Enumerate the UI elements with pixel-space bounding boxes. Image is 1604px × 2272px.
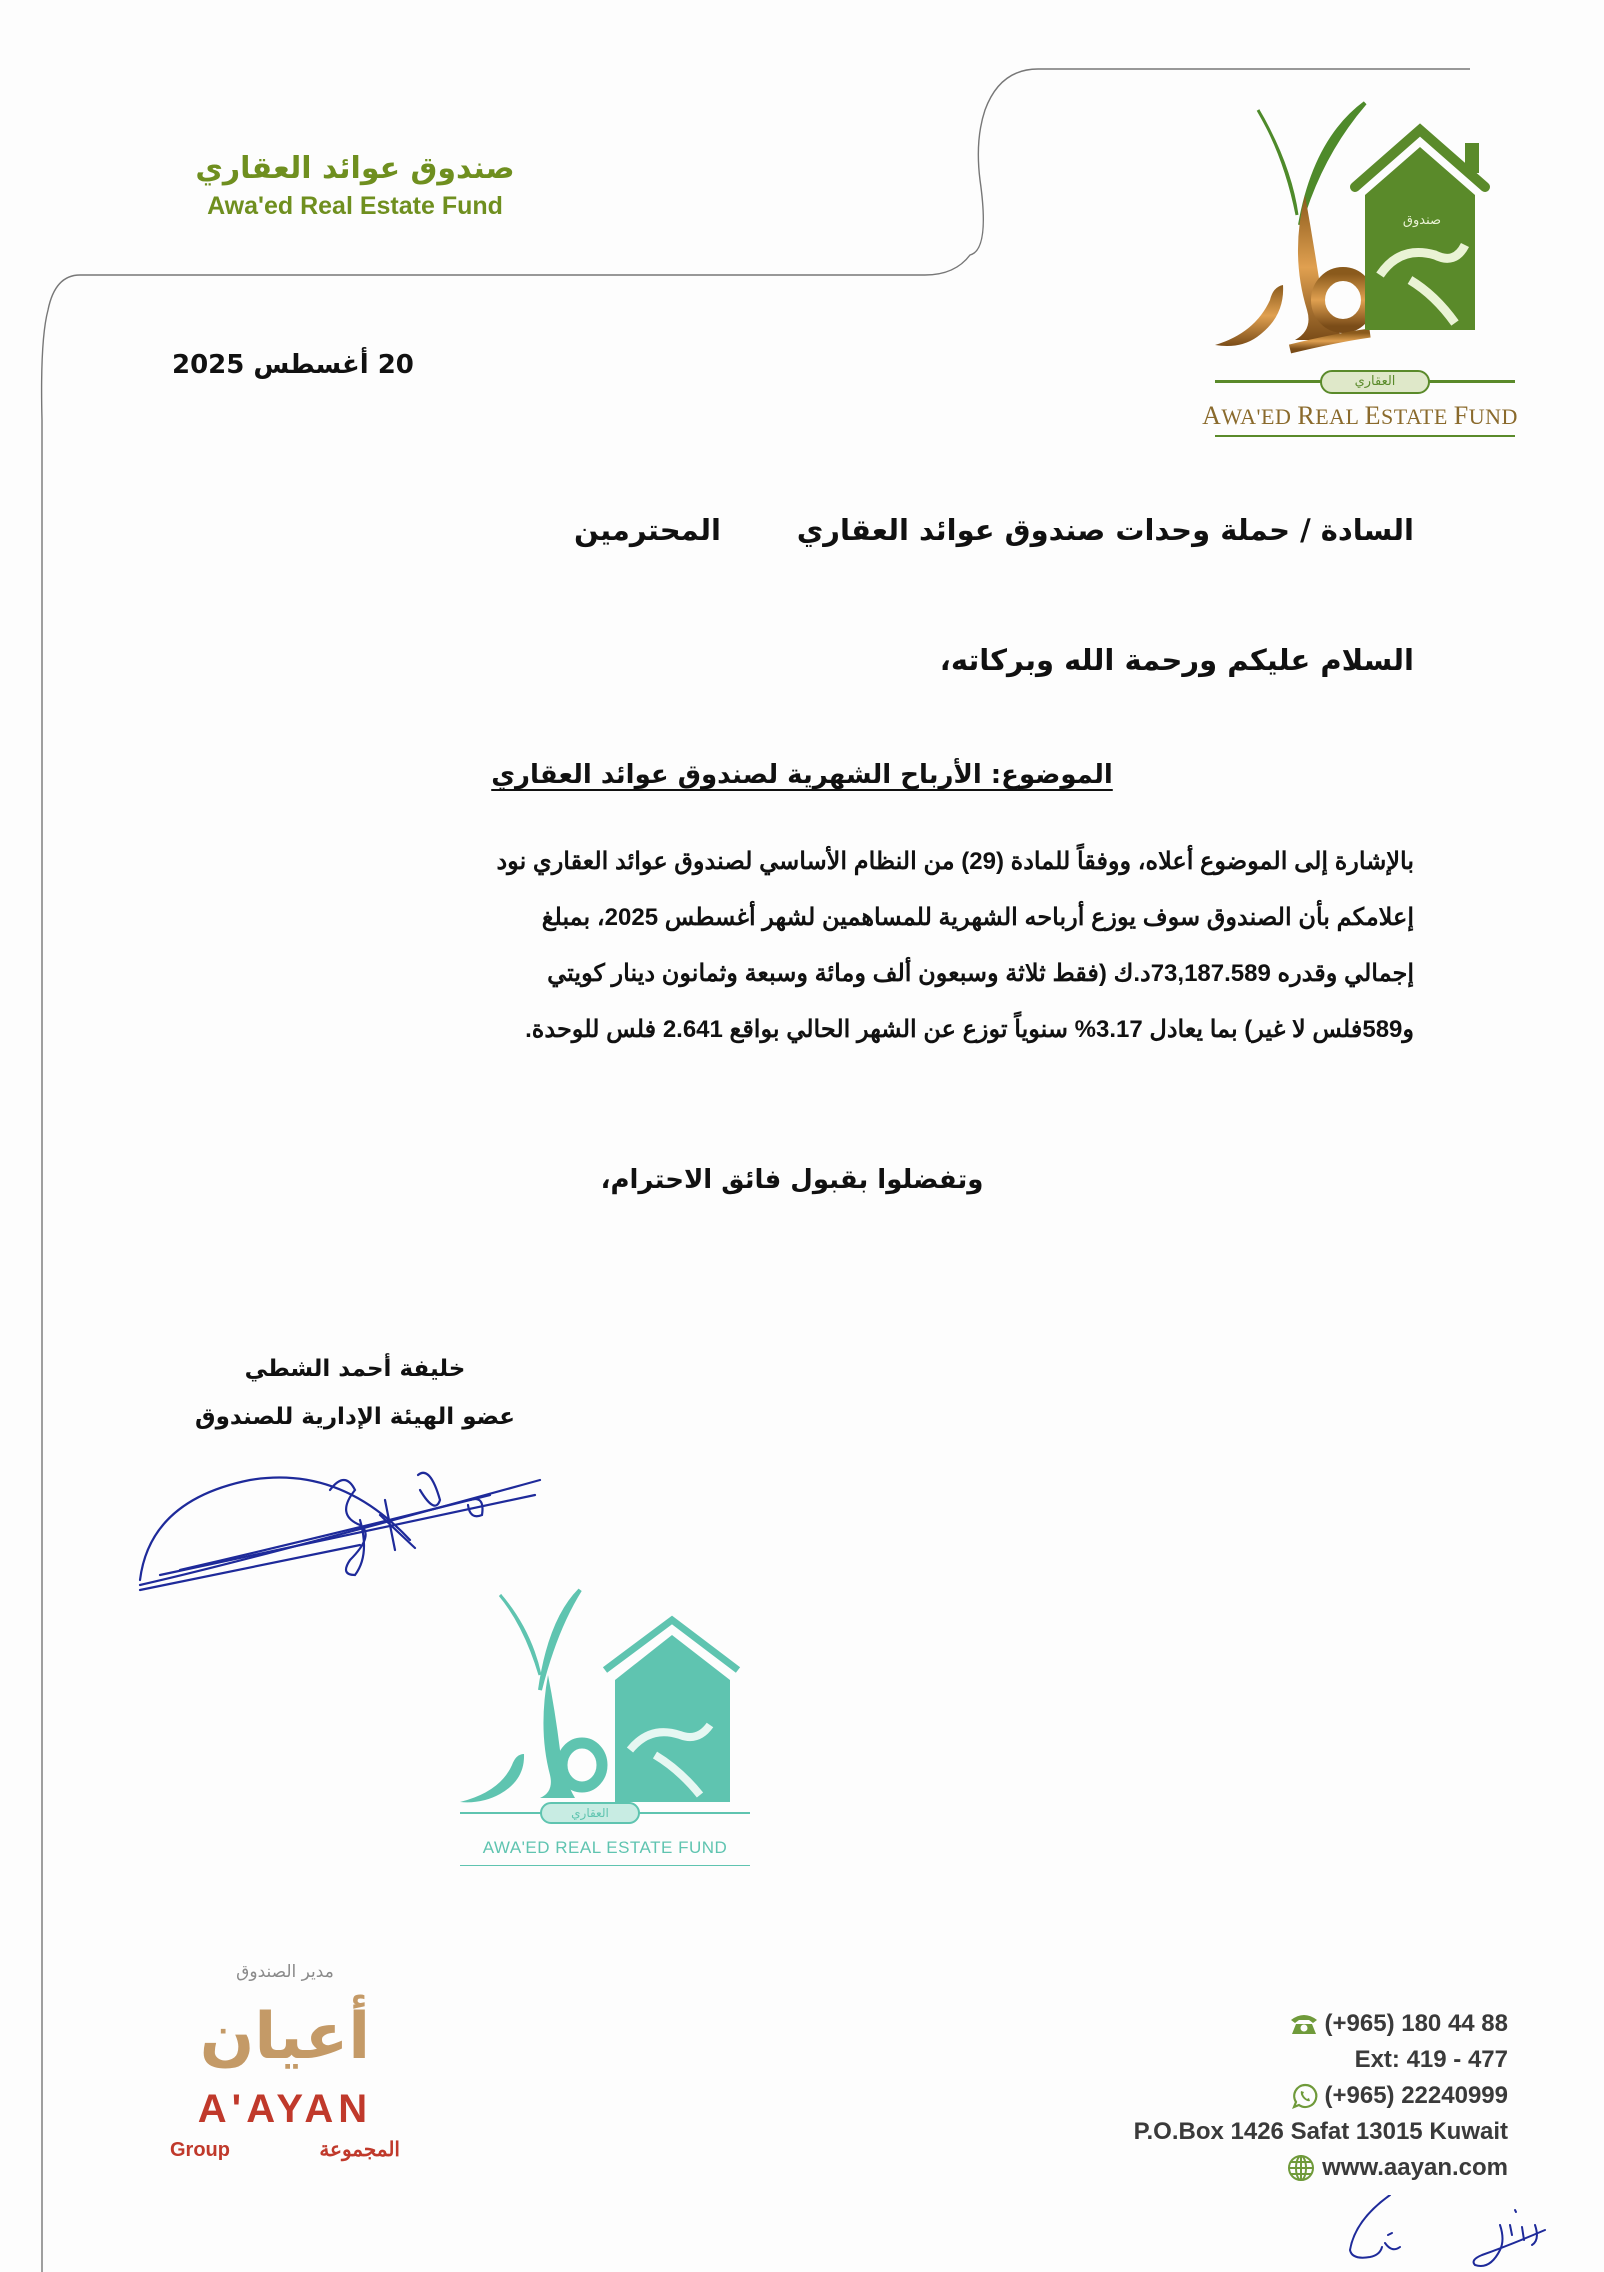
stamp-name-en: AWA'ED REAL ESTATE FUND: [482, 1838, 728, 1857]
ext-row: [1134, 2042, 1508, 2078]
awaed-logo-graphic: [1195, 95, 1525, 365]
body-line: و589فلس لا غير) بما يعادل 3.17% سنوياً توزع عن الشهر الحالي بواقع 2.641 فلس للوحدة.: [525, 1016, 1414, 1043]
stamp-logo-graphic: [440, 1580, 760, 1820]
aayan-name-en: A'AYAN: [197, 2087, 373, 2131]
greeting: السلام عليكم ورحمة الله وبركاته،: [939, 643, 1414, 677]
fund-manager-label: مدير الصندوق: [236, 1962, 334, 1982]
body-line: إجمالي وقدره 73,187.589د.ك (فقط ثلاثة وسبعون ألف ومائة وسبعة وثمانون دينار كويتي: [547, 960, 1414, 987]
header-fund-name-ar: صندوق عوائد العقاري: [195, 151, 515, 186]
whatsapp-row: [1134, 2078, 1508, 2114]
body-line: إعلامكم بأن الصندوق سوف يوزع أرباحه الشهرية للمساهمين لشهر أغسطس 2025، بمبلغ: [541, 904, 1414, 931]
phone-number[interactable]: (+965) 180 44 88: [1324, 2010, 1508, 2037]
subject-line: [0, 755, 1604, 795]
fund-stamp: [440, 1580, 760, 1880]
globe-icon: [1286, 2153, 1316, 2183]
letter-body: [172, 834, 1414, 1058]
phone-row: [1134, 2006, 1508, 2042]
logo-rule-bottom: [1215, 435, 1515, 437]
phone-extension: Ext: 419 - 477: [1354, 2046, 1508, 2073]
initials-signature: [1300, 2195, 1570, 2270]
closing: وتفضلوا بقبول فائق الاحترام،: [600, 1165, 984, 1195]
header-fund-logo: [185, 148, 525, 222]
addressee-line: [574, 510, 1414, 550]
group-en: Group: [170, 2139, 230, 2161]
logo-name-en: AWA'ED REAL ESTATE FUND: [1202, 401, 1518, 430]
stamp-rule-bottom: [460, 1865, 750, 1866]
signer-title: عضو الهيئة الإدارية للصندوق: [195, 1404, 515, 1430]
signer-name: خليفة أحمد الشطي: [244, 1356, 466, 1382]
aayan-group-line: [160, 2132, 410, 2164]
signer-block: [170, 1345, 540, 1441]
addressee: السادة / حملة وحدات صندوق عوائد العقاري: [796, 513, 1414, 547]
aayan-logo: [160, 1960, 410, 2164]
subject: الموضوع: الأرباح الشهرية لصندوق عوائد العقاري: [491, 760, 1113, 790]
whatsapp-icon: [1291, 2082, 1319, 2110]
telephone-icon: [1289, 2012, 1319, 2036]
logo-house-label: صندوق: [1402, 213, 1442, 228]
website-row: [1134, 2150, 1508, 2186]
po-box-row: [1134, 2114, 1508, 2150]
group-ar: المجموعة: [319, 2139, 400, 2161]
website-link[interactable]: www.aayan.com: [1322, 2154, 1508, 2181]
honorific: المحترمين: [574, 513, 721, 547]
body-line: بالإشارة إلى الموضوع أعلاه، ووفقاً للمادة (29) من النظام الأساسي لصندوق عوائد العقاري نود: [496, 848, 1414, 875]
awaed-main-logo: [1195, 95, 1525, 440]
stamp-badge: العقاري: [540, 1802, 640, 1824]
letter-date: 20 أغسطس 2025: [172, 350, 414, 380]
contact-block: [1134, 2006, 1508, 2186]
logo-badge: العقاري: [1320, 370, 1430, 394]
po-box: P.O.Box 1426 Safat 13015 Kuwait: [1133, 2118, 1508, 2145]
whatsapp-number[interactable]: (+965) 22240999: [1324, 2082, 1508, 2109]
aayan-name-ar: أعيان: [199, 2000, 371, 2074]
header-fund-name-en: Awa'ed Real Estate Fund: [207, 192, 503, 220]
